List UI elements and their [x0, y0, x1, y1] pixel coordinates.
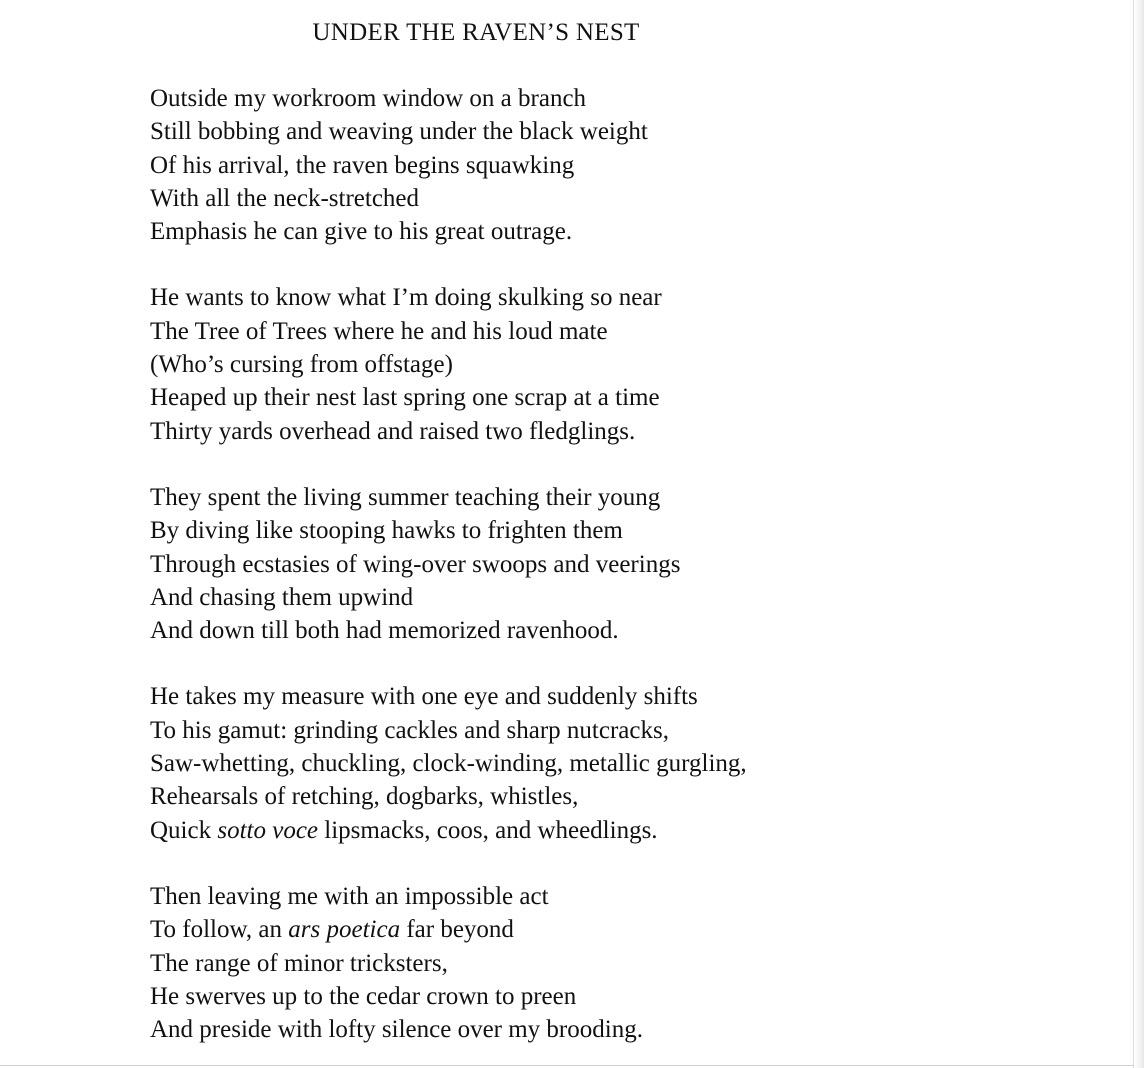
- poem-line: With all the neck-stretched: [150, 184, 420, 212]
- poem-line: Of his arrival, the raven begins squawking: [150, 151, 575, 179]
- poem-line: Still bobbing and weaving under the black weight: [150, 118, 648, 146]
- poem-line: Thirty yards overhead and raised two fledglings.: [150, 417, 636, 445]
- poem-line: Heaped up their nest last spring one scrap at a time: [150, 384, 660, 412]
- italic-phrase: sotto voce: [217, 816, 319, 844]
- poem-line: Then leaving me with an impossible act: [150, 882, 549, 910]
- poem-body: [150, 82, 747, 1068]
- poem-line: [150, 814, 747, 847]
- page-edge-shadow: [1134, 0, 1144, 1068]
- poem-line: The Tree of Trees where he and his loud mate: [150, 317, 608, 345]
- poem-line: The range of minor tricksters,: [150, 949, 448, 977]
- italic-phrase: ars poetica: [288, 916, 401, 944]
- stanza-2: [150, 281, 747, 447]
- poem-line: He swerves up to the cedar crown to preen: [150, 982, 577, 1010]
- poem-line: Saw-whetting, chuckling, clock-winding, metallic gurgling,: [150, 750, 747, 778]
- poem-line: Through ecstasies of wing-over swoops and veerings: [150, 550, 681, 578]
- stanza-4: [150, 680, 747, 846]
- line-text: Quick: [150, 816, 218, 844]
- poem-line: To his gamut: grinding cackles and sharp nutcracks,: [150, 716, 669, 744]
- page-bottom-border: [0, 1065, 1134, 1066]
- line-text: To follow, an: [150, 916, 289, 944]
- poem-line: Outside my workroom window on a branch: [150, 85, 587, 112]
- poem-line: (Who’s cursing from offstage): [150, 351, 453, 379]
- poem-line: They spent the living summer teaching their young: [150, 483, 661, 511]
- stanza-1: [150, 82, 747, 248]
- poem-line: [150, 913, 747, 946]
- poem-line: Rehearsals of retching, dogbarks, whistles,: [150, 783, 579, 811]
- poem-line: By diving like stooping hawks to frighten them: [150, 517, 623, 545]
- stanza-5: [150, 880, 747, 1046]
- poem-line: Emphasis he can give to his great outrage.: [150, 218, 573, 246]
- poem-line: He takes my measure with one eye and suddenly shifts: [150, 683, 698, 711]
- poem-line: He wants to know what I’m doing skulking so near: [150, 284, 662, 312]
- poem-line: And down till both had memorized ravenhood.: [150, 617, 619, 645]
- line-text: lipsmacks, coos, and wheedlings.: [318, 816, 658, 844]
- stanza-3: [150, 481, 747, 647]
- poem-title: UNDER THE RAVEN’S NEST: [312, 19, 640, 46]
- poem-line: And preside with lofty silence over my brooding.: [150, 1016, 643, 1044]
- line-text: far beyond: [400, 916, 514, 944]
- poem-line: And chasing them upwind: [150, 583, 414, 611]
